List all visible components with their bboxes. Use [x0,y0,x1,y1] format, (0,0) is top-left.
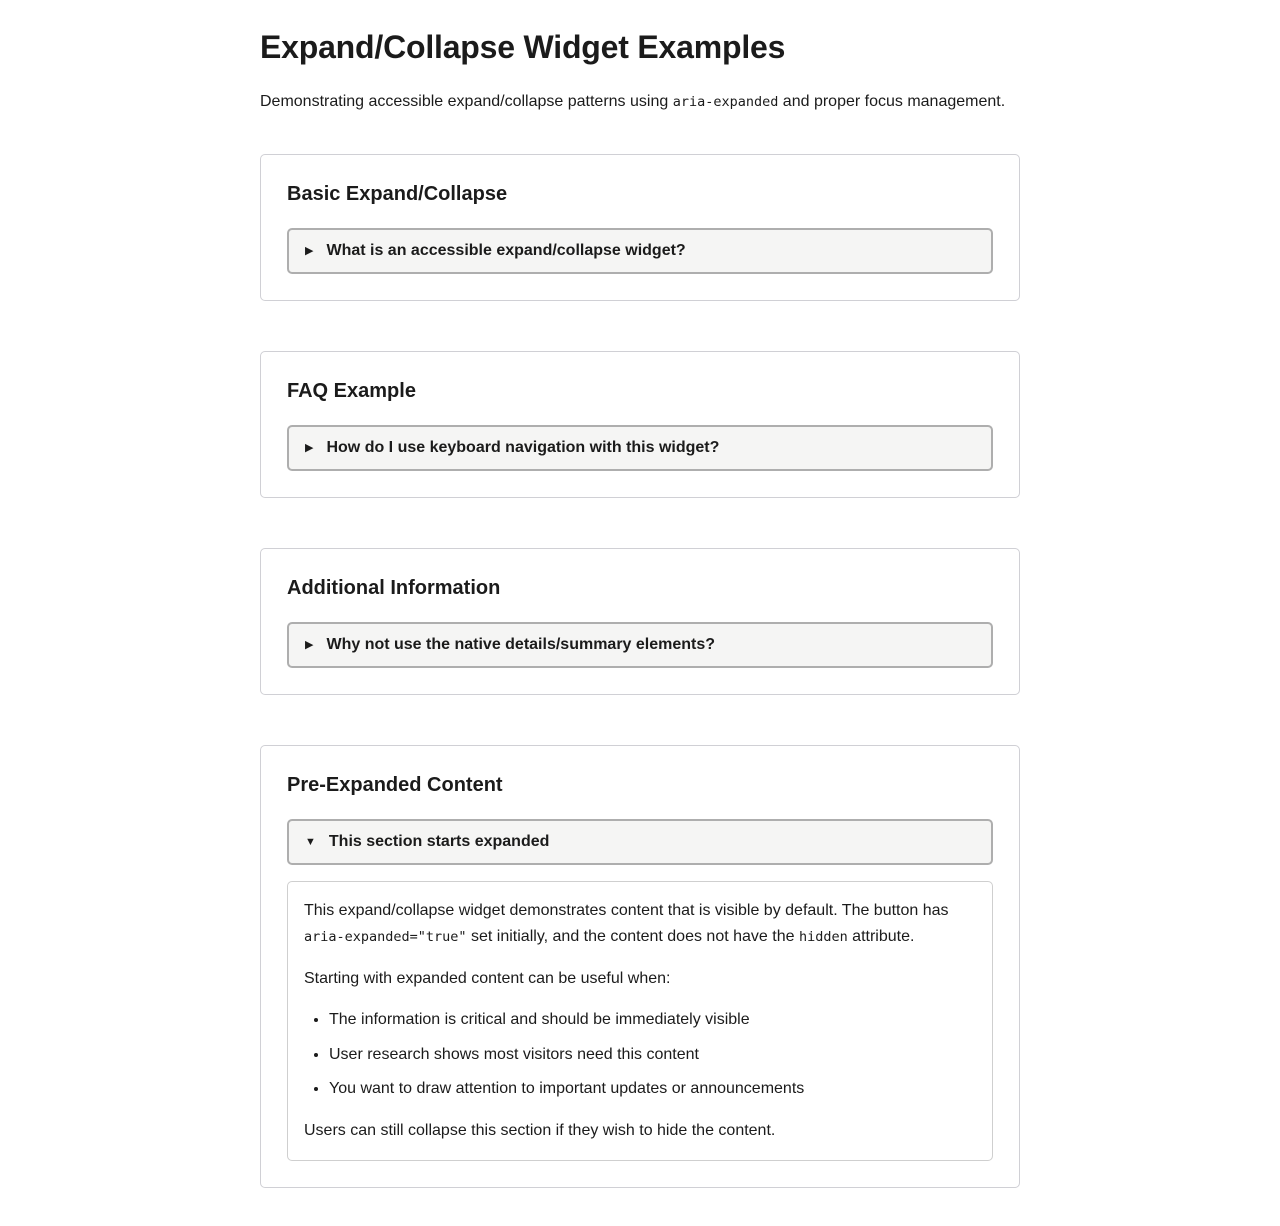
intro-inline-code: aria-expanded [672,94,779,111]
intro-paragraph [260,90,1020,114]
expand-collapse-button-details[interactable] [287,622,993,668]
panel-bullet-list [304,1007,976,1102]
toggle-button-label: This section starts expanded [328,833,550,851]
intro-text-before: Demonstrating accessible expand/collapse patterns using [260,93,673,111]
panel-paragraph-2: Starting with expanded content can be useful when: [304,969,671,987]
triangle-right-icon: ▶ [305,244,314,257]
intro-text-after: and proper focus management. [778,93,1006,111]
list-item: • You want to draw attention to important updates or announcements [329,1076,976,1102]
card-additional-information [260,548,1020,695]
list-item: • User research shows most visitors need this content [329,1042,976,1068]
card-heading: Basic Expand/Collapse [287,183,508,206]
toggle-button-label: How do I use keyboard navigation with this widget? [326,439,720,457]
triangle-down-icon: ▼ [305,835,316,848]
card-heading: Pre-Expanded Content [287,774,503,797]
card-heading: Additional Information [287,577,501,600]
expand-collapse-button-faq[interactable] [287,425,993,471]
page-title: Expand/Collapse Widget Examples [260,29,786,65]
card-basic-expand-collapse [260,154,1020,301]
toggle-button-label: Why not use the native details/summary elements? [326,636,716,654]
panel-p1-after: attribute. [847,927,915,945]
panel-paragraph-3: Users can still collapse this section if they wish to hide the content. [304,1121,776,1139]
panel-p1-before: This expand/collapse widget demonstrates content that is visible by default. The button has [304,902,949,920]
list-item: • The information is critical and should be immediately visible [329,1007,976,1033]
panel-p1-code-hidden: hidden [798,928,848,945]
panel-p1-code-aria-expanded: aria-expanded="true" [304,928,467,945]
card-pre-expanded-content [260,745,1020,1187]
triangle-right-icon: ▶ [305,638,314,651]
main-content [260,0,1020,1226]
triangle-right-icon: ▶ [305,441,314,454]
expanded-content-panel [287,881,993,1160]
card-faq-example [260,351,1020,498]
expand-collapse-button-pre-expanded[interactable] [287,819,993,865]
panel-p1-middle: set initially, and the content does not have the [466,927,799,945]
expand-collapse-button-basic[interactable] [287,228,993,274]
card-heading: FAQ Example [287,380,416,403]
panel-paragraph-1 [304,898,976,949]
toggle-button-label: What is an accessible expand/collapse widget? [326,242,686,260]
